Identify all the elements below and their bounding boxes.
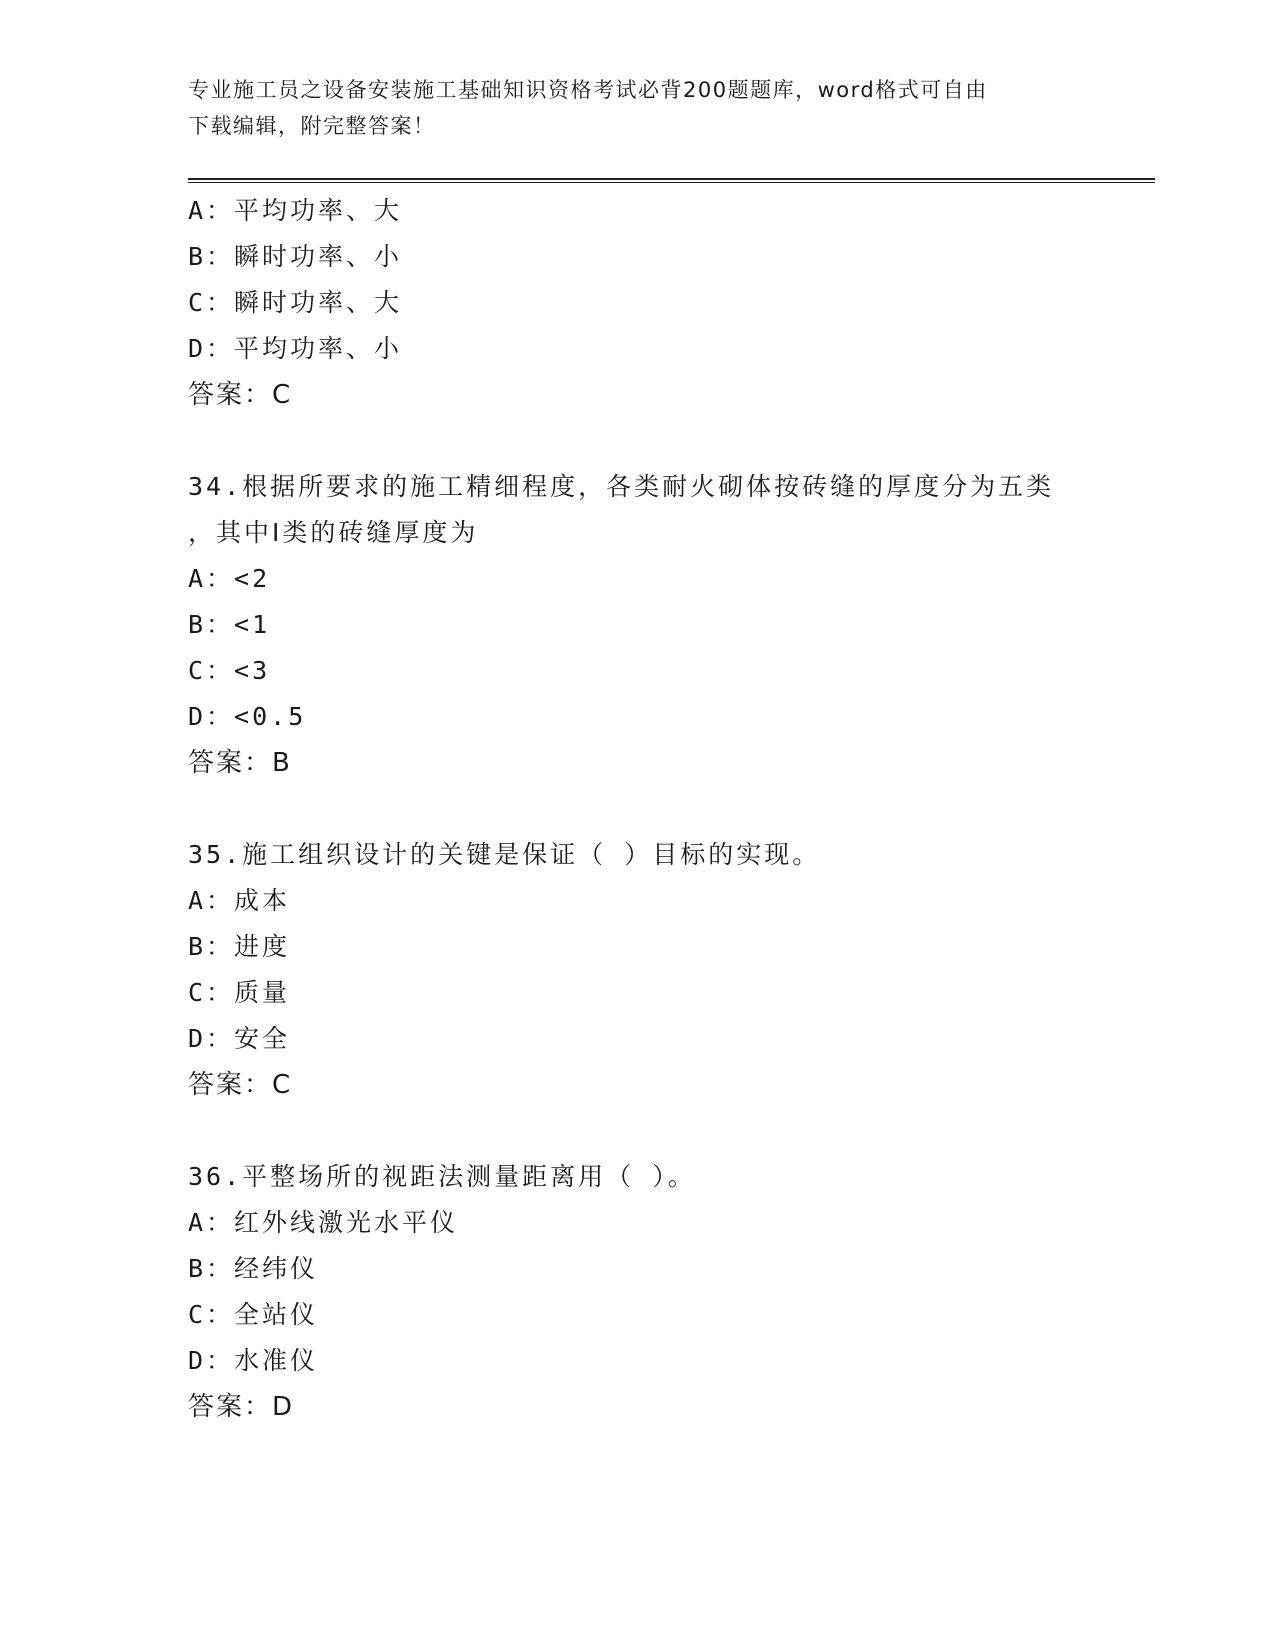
- option-a: A：红外线激光水平仪: [188, 1208, 459, 1237]
- question-36: [188, 1154, 1088, 1430]
- spacer: [188, 418, 1088, 464]
- header-line-1: 专业施工员之设备安装施工基础知识资格考试必背200题题库，word格式可自由: [188, 78, 988, 102]
- option-d: D：<0.5: [188, 702, 307, 731]
- question-stem-line-1: 34.根据所要求的施工精细程度，各类耐火砌体按砖缝的厚度分为五类: [188, 472, 1055, 501]
- option-b: B：进度: [188, 932, 291, 961]
- header-rule-thick: [188, 178, 1155, 180]
- question-stem-line-1: 35.施工组织设计的关键是保证（ ）目标的实现。: [188, 840, 821, 869]
- answer-line: 答案：D: [188, 1392, 295, 1422]
- option-a: A：<2: [188, 564, 271, 593]
- option-b: B：瞬时功率、小: [188, 242, 403, 271]
- option-d: D：平均功率、小: [188, 334, 403, 363]
- option-b: B：<1: [188, 610, 271, 639]
- option-a: A：成本: [188, 886, 291, 915]
- question-stem-line-1: 36.平整场所的视距法测量距离用（ ）。: [188, 1162, 696, 1191]
- answer-line: 答案：C: [188, 380, 293, 410]
- option-a: A：平均功率、大: [188, 196, 403, 225]
- header-line-2: 下载编辑，附完整答案！: [188, 114, 436, 138]
- header-rule-thin: [188, 182, 1155, 183]
- question-list: [188, 188, 1088, 1430]
- option-c: C：质量: [188, 978, 291, 1007]
- spacer: [188, 786, 1088, 832]
- question-34: [188, 464, 1088, 786]
- option-c: C：<3: [188, 656, 271, 685]
- question-35: [188, 832, 1088, 1108]
- option-c: C：全站仪: [188, 1300, 319, 1329]
- question-33: [188, 188, 1088, 418]
- option-d: D：水准仪: [188, 1346, 319, 1375]
- question-stem-line-2: ，其中Ⅰ类的砖缝厚度为: [188, 518, 479, 547]
- answer-line: 答案：C: [188, 1070, 293, 1100]
- answer-line: 答案：B: [188, 748, 292, 778]
- option-d: D：安全: [188, 1024, 291, 1053]
- option-c: C：瞬时功率、大: [188, 288, 403, 317]
- option-b: B：经纬仪: [188, 1254, 319, 1283]
- spacer: [188, 1108, 1088, 1154]
- document-header: [188, 72, 1068, 144]
